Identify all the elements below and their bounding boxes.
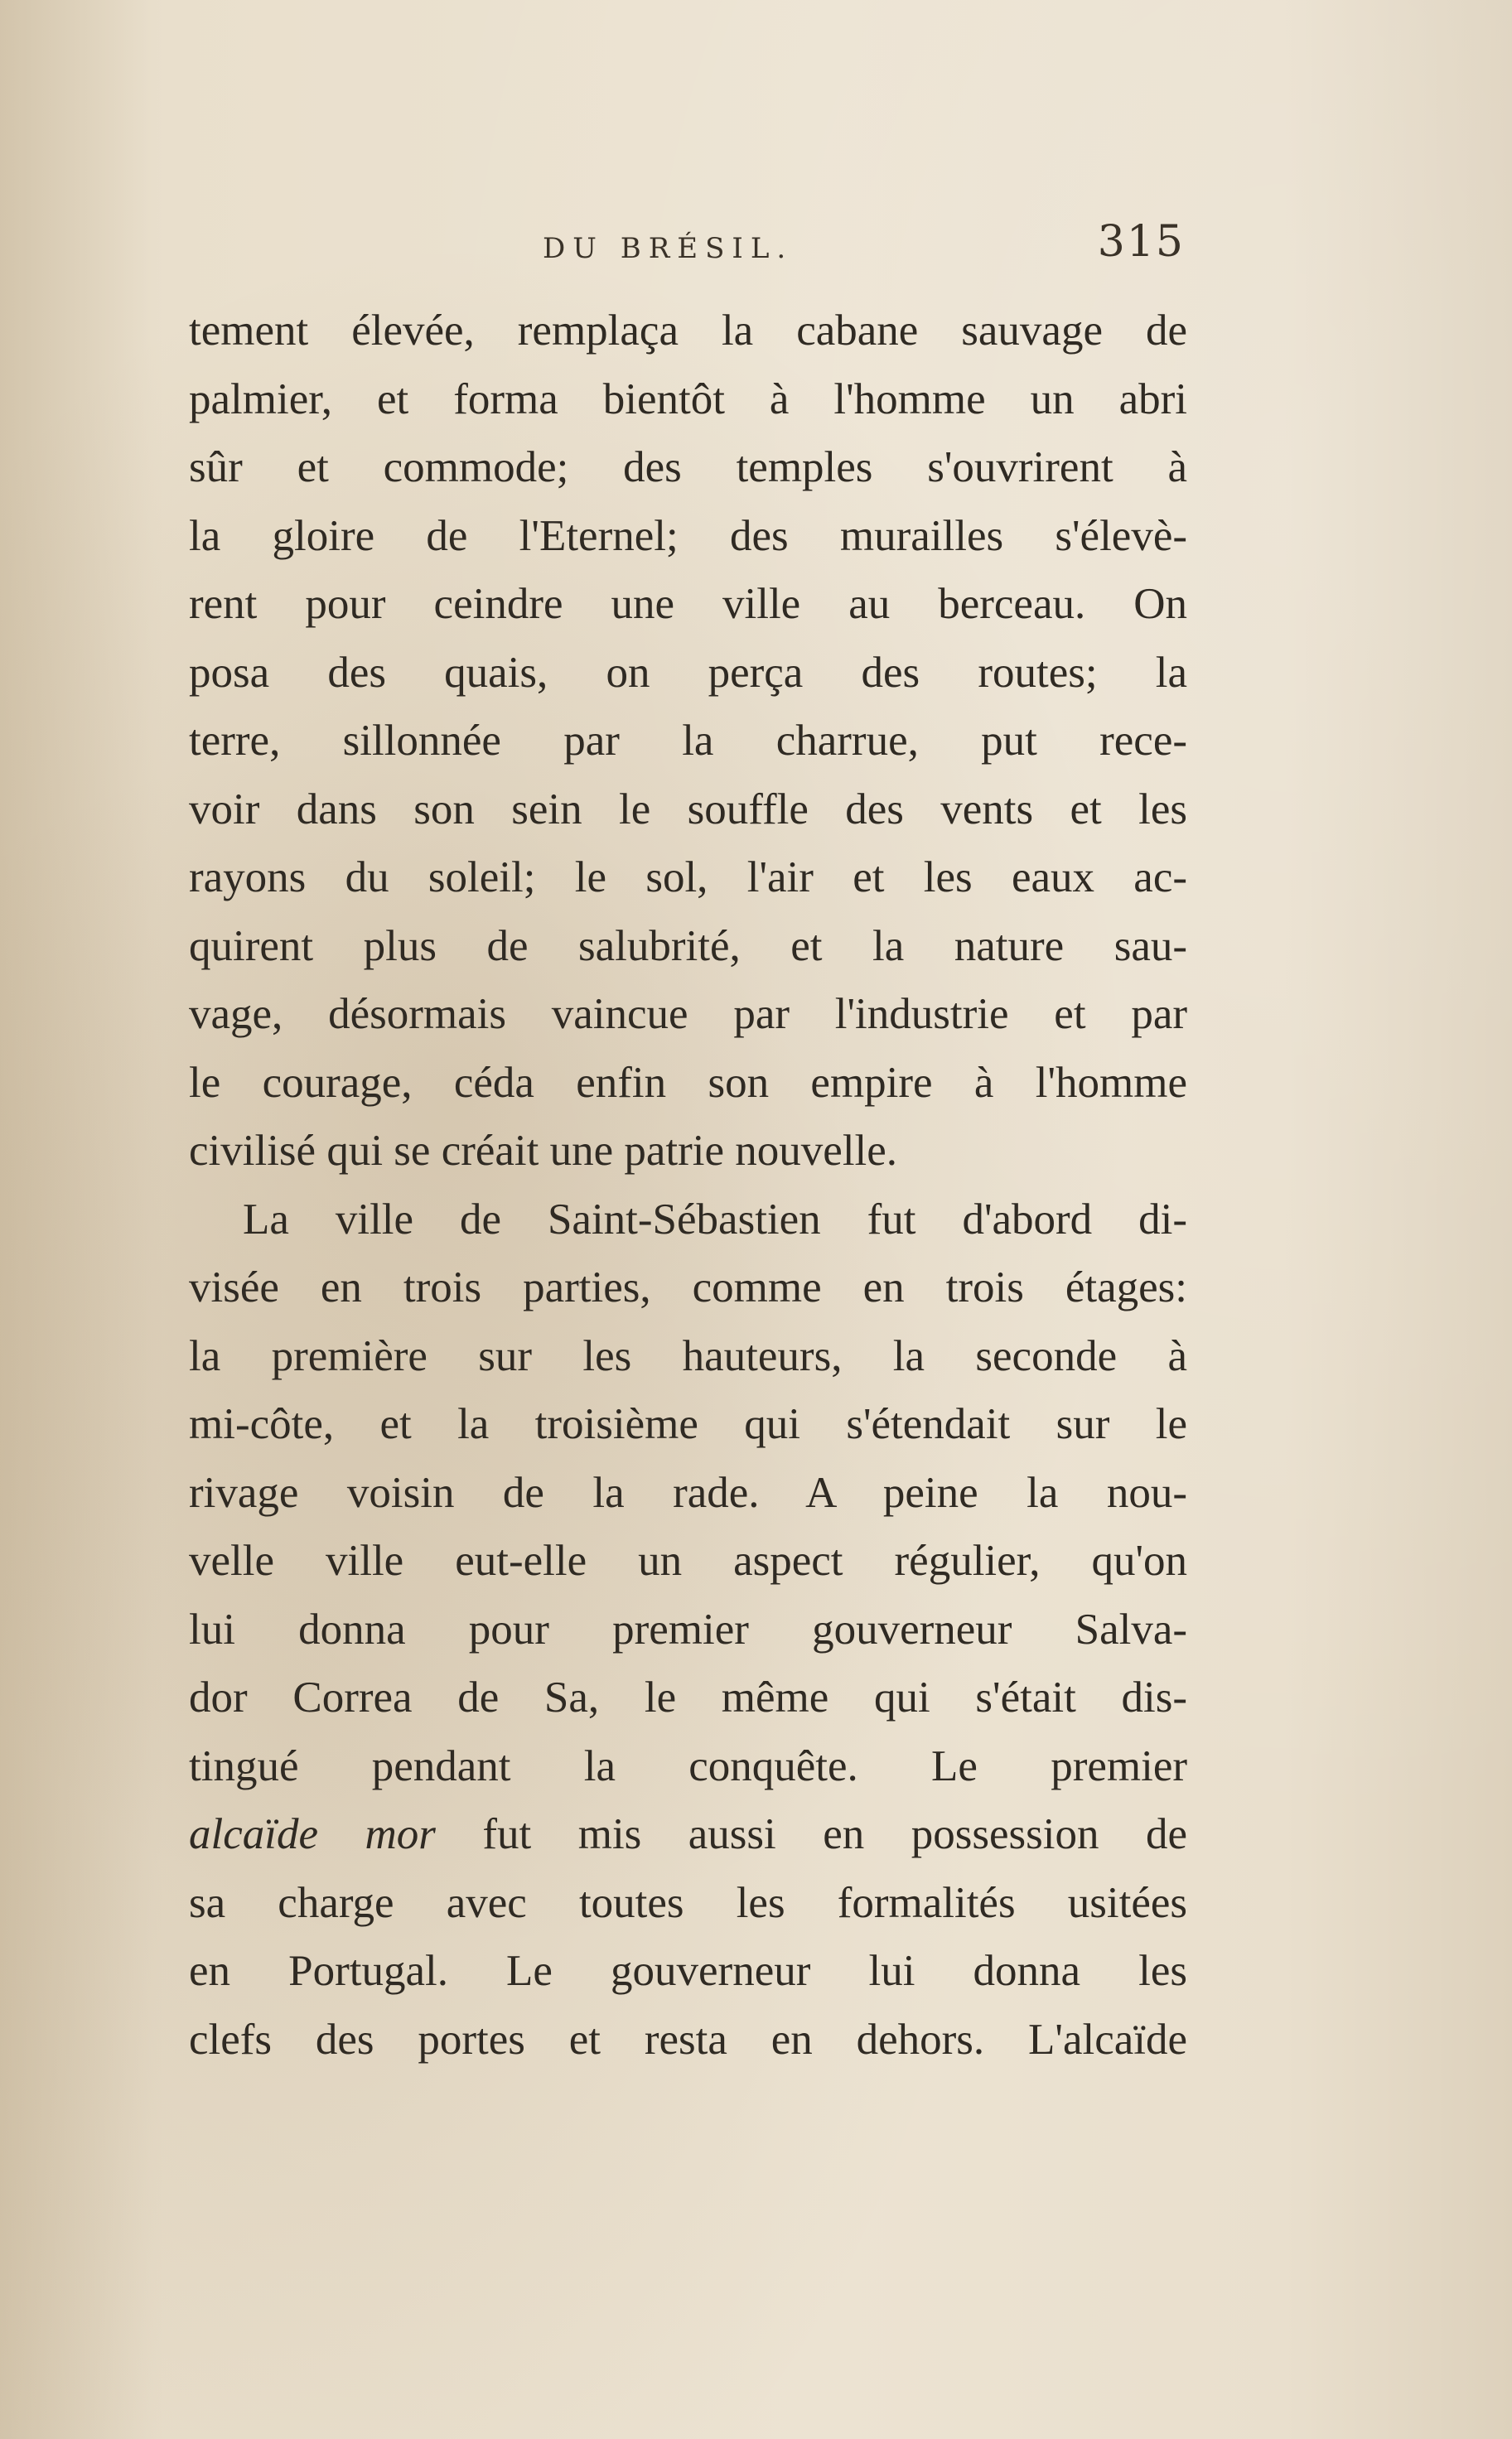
text-line: quirent plus de salubrité, et la nature sau- [189,921,1187,970]
text-line: en Portugal. Le gouverneur lui donna les [189,1947,1187,1995]
text-line: lui donna pour premier gouverneur Salva- [189,1605,1187,1654]
text-line: tement élevée, remplaça la cabane sauvage de [189,307,1187,355]
text-line: voir dans son sein le souffle des vents et les [189,785,1187,833]
text-line: rent pour ceindre une ville au berceau. On [189,580,1187,628]
text-line: sa charge avec toutes les formalités usitées [189,1878,1187,1927]
page-header [191,217,1185,283]
text-line-with-italic [189,1800,1187,1869]
page-gutter-shadow [0,0,166,2439]
text-line: mi-côte, et la troisième qui s'étendait sur le [189,1400,1187,1448]
italic-term: alcaïde mor [189,1810,436,1858]
page-number: 315 [1097,217,1185,267]
text-line: le courage, céda enfin son empire à l'homme [189,1058,1187,1107]
text-line: rayons du soleil; le sol, l'air et les eaux ac- [189,853,1187,901]
text-line: la première sur les hauteurs, la seconde à [189,1331,1187,1380]
text-line: velle ville eut-elle un aspect régulier, qu'on [189,1537,1187,1585]
text-line: sûr et commode; des temples s'ouvrirent à [189,443,1187,491]
text-line: terre, sillonnée par la charrue, put rece- [189,717,1187,765]
text-line: posa des quais, on perça des routes; la [189,648,1187,697]
text-line: clefs des portes et resta en dehors. L'alcaïde [189,2015,1187,2064]
text-line: dor Correa de Sa, le même qui s'était dis- [189,1673,1187,1722]
text-line: rivage voisin de la rade. A peine la nou- [189,1468,1187,1517]
text-fragment: fut mis aussi en possession de [435,1810,1188,1858]
body-text [189,297,1187,2074]
text-line: vage, désormais vaincue par l'industrie et par [189,990,1187,1038]
paragraph-end-line: civilisé qui se créait une patrie nouvelle. [189,1127,898,1175]
text-line: palmier, et forma bientôt à l'homme un abri [189,374,1187,423]
text-line: la gloire de l'Eternel; des murailles s'élevè- [189,511,1187,560]
text-line: tingué pendant la conquête. Le premier [189,1741,1187,1790]
paragraph-start-line: La ville de Saint-Sébastien fut d'abord di- [243,1195,1187,1244]
text-line: visée en trois parties, comme en trois étages: [189,1263,1187,1311]
running-title: DU BRÉSIL. [543,232,794,265]
